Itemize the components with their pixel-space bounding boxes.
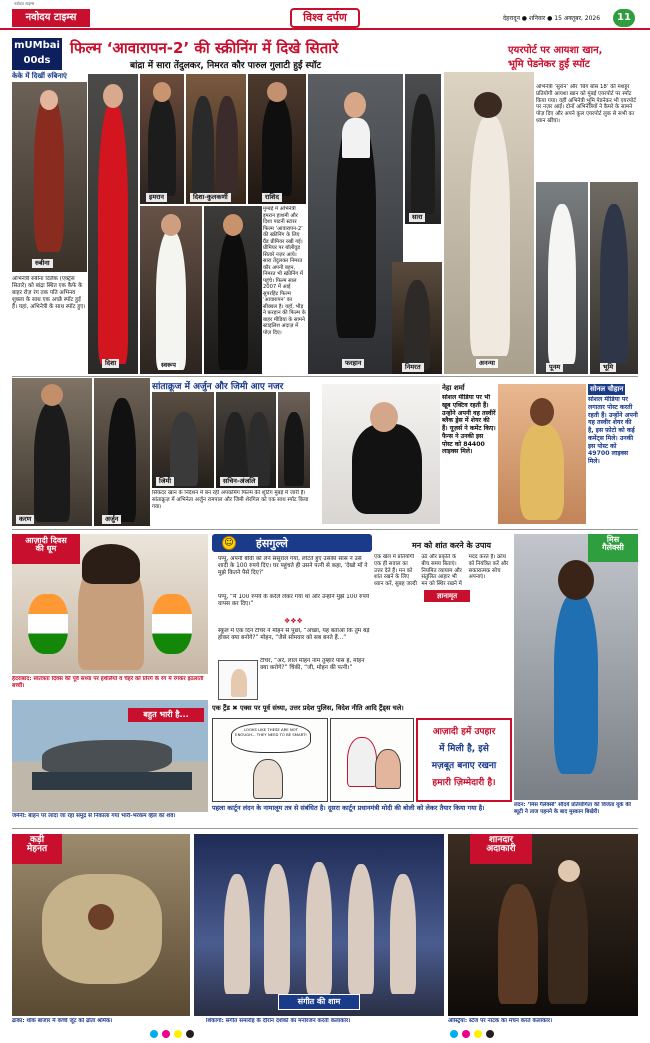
label-disha2: दिशा	[102, 359, 119, 368]
santacruz-headline	[152, 379, 283, 392]
mumbai-logo-top: mUMbai	[14, 40, 60, 51]
joke-2: पप्पू, “मैं 100 रुपये के करेले लेकर गया था और उन्होंने मुझे 100 रुपये वापस कर दिए।”	[218, 594, 370, 608]
cartoon-headline: एक ट्रैंड ✖ एक्स पर पूर्व संध्या, उत्तर प्रदेश पुलिस, विदेश नीति आदि ट्रैंड्स चले।	[212, 704, 404, 712]
photo-karan	[12, 378, 92, 526]
photo-man-black	[204, 206, 262, 374]
photo-red-dress	[88, 74, 138, 374]
photo-ayesha	[444, 72, 534, 374]
label-jimmy: जिमी	[156, 477, 174, 486]
sangeet-tag: संगीत की शाम	[278, 994, 360, 1010]
sonal-text: सोशल मीडिया पर लगातार पोस्ट करती रहती हैं। उन्होंने अपनी यह तस्वीर शेयर की है, इस फ़ोटो को कई कमेंट्स मिले। उनकी इस पोस्ट को 49700 लाइक्स मिले।	[588, 396, 638, 465]
label-swara: स्वरूप	[158, 361, 179, 370]
kareena-label: केके में दिखीं रुबिनाएं	[12, 72, 67, 80]
truck-shape	[32, 772, 192, 790]
label-arjun: अर्जुन	[102, 515, 121, 524]
santacruz-headline-text: सांताक्रूज में अर्जुन और जिमी आए नजर	[152, 382, 284, 392]
kadi-caption: ढाका: थोक बाजार में कच्चे जूट को ढोता श्रमिक।	[12, 1018, 113, 1024]
section-title	[290, 8, 360, 28]
label-ananya: अनन्या	[476, 359, 498, 368]
kadi-tag-1: कड़ी	[29, 835, 45, 845]
mumbai-logo	[12, 38, 62, 70]
label-sachin: सचिन-अंजलि	[220, 477, 258, 486]
label-nimrat: निमरत	[402, 363, 424, 372]
photo-arjun	[94, 378, 150, 526]
cartoon-bubble	[231, 723, 311, 753]
mumbai-subheadline: बांद्रा में सारा तेंदुलकर, निमरत कौर पारुल गुलाटी हुईं स्पॉट	[130, 61, 322, 71]
mind-title: मन को शांत करने के उपाय	[412, 541, 492, 550]
photo-sonal	[498, 384, 586, 524]
azadi-tag-2: की धूम	[35, 544, 57, 554]
quote-line-3: मज़बूत बनाए रखना	[431, 761, 497, 771]
azadi-tag-1: आज़ादी दिवस	[25, 536, 67, 545]
joke-4: टीचर, “अरे, लाल मोहन नाम तुम्हारे पास है, मोहन क्या करोगे?” चिंकी, “जी, मोहन की पत्नी।”	[260, 658, 365, 672]
mind-text: एक खेल में प्रतियोगी एक ही सवाल का उत्तर देते हैं। मन को शांत रखने के लिए ध्यान करें, सुबह जल्दी उठें और प्रकृति के बीच समय बिताएं। नियमित व्यायाम और संतुलित आहार भी मन को स्थिर रखने में मदद करते हैं। क्रोध को नियंत्रित करें और सकारात्मक सोच अपनाएं।	[374, 554, 509, 587]
airport-headline-1: एयरपोर्ट पर आयशा खान,	[508, 45, 603, 56]
miss-tag-2: गैलेक्सी	[602, 543, 624, 553]
airport-text: अभिनेत्री ‘सुरान’ और ‘बिग बॉस 18’ की मशहूर प्रतियोगी आयशा खान को मुंबई एयरपोर्ट पर स्पॉट किया गया। वहीं अभिनेत्री भूमि पेडनेकर भी एयरपोर्ट पर नज़र आईं। दोनों अभिनेत्रियों ने कैमरे के सामने पोज़ दिए और अपने कूल एयरपोर्ट लुक से सभी का ध्यान खींचा।	[536, 84, 636, 124]
reg-mark-yellow-2	[474, 1030, 482, 1038]
quote-line-2: में मिली है, इसे	[439, 744, 489, 754]
flag-palm-left	[28, 594, 68, 654]
brand-text: नवोदय टाइम्स	[25, 12, 77, 23]
divider-1	[12, 376, 638, 377]
reg-mark-black-2	[486, 1030, 494, 1038]
divider-3	[12, 828, 638, 829]
photo-nimrat	[392, 262, 442, 374]
photo-disha	[186, 74, 246, 204]
cartoon-1	[212, 718, 328, 802]
neha-name: नेहा शर्मा	[442, 384, 465, 392]
label-farhan: फरहान	[342, 359, 364, 368]
hansgulle-banner	[212, 534, 372, 552]
photo-bhumi	[590, 182, 638, 374]
sangeet-caption: शिकागो: संगीत समारोह के दौरान दर्शकों का मनोरंजन करतीं कलाकार।	[206, 1018, 351, 1024]
label-bhumi: भूमि	[600, 363, 616, 372]
page-number	[613, 9, 635, 27]
shandar-caption: ऑस्ट्रिया: स्टेज पर नाटक का मंचन करते कलाकार।	[448, 1018, 553, 1024]
photo-rashid	[248, 74, 306, 204]
hansgulle-title: हंसगुल्ले	[256, 537, 288, 550]
photo-sara-big	[308, 74, 403, 374]
shandar-tag-1: शानदार	[488, 835, 514, 845]
masthead-tiny-label: नवोदय टाइम्स	[14, 1, 35, 6]
cartoon-bubble-text: LOOKS LIKE THESE ARE NOT ENOUGH... THEY NEED TO BE SMART!	[235, 727, 307, 737]
kadi-tag	[12, 834, 62, 864]
photo-sachin	[216, 392, 276, 488]
page-number-text: 11	[617, 12, 631, 23]
reg-mark-black	[186, 1030, 194, 1038]
kadi-tag-2: मेहनत	[26, 844, 48, 855]
photo-jimmy	[152, 392, 214, 488]
label-sara: सारा	[409, 213, 425, 222]
laugh-icon: ☺	[222, 536, 236, 550]
joke-cartoon	[218, 660, 258, 700]
airport-headline-2: भूमि पेडनेकर हुईं स्पॉट	[508, 59, 590, 70]
joke-separator: ❖❖❖	[284, 617, 303, 625]
reg-mark-magenta-2	[462, 1030, 470, 1038]
cartoon-2	[330, 718, 414, 802]
mumbai-headline: फिल्म ‘आवारापन-2’ की स्क्रीनिंग में दिखे सितारे	[70, 39, 339, 57]
miss-tag	[588, 534, 638, 562]
photo-arjun-ram	[278, 392, 310, 488]
reg-mark-cyan-2	[450, 1030, 458, 1038]
photo-sangeet	[194, 834, 444, 1016]
masthead-brand	[12, 9, 90, 27]
shandar-tag	[470, 834, 532, 864]
photo-neha	[322, 384, 440, 524]
photo-rubina	[12, 82, 87, 272]
issue-date: देहरादून ● शनिवार ● 15 अक्तूबर, 2026	[503, 15, 601, 22]
screening-text: मुम्बई में अभिनेत्री इमरान हाशमी और दिशा पाटनी स्टारर फिल्म ‘आवारापन-2’ की स्क्रीनिंग के लिए ग्रैंड प्रीमियर रखी गई। प्रीमियर पर बॉलीवुड सितारे नज़र आये। सारा तेंदुलकर निमरत कौर अपनी बहन, निमरत भी स्क्रीनिंग में पहुंचे। फिल्म साल 2007 में आई सुपरहिट फिल्म ‘आवारापन’ का सीक्वल है। यहाँ, भीड़ ने फ़रहान की फिल्म के बाहर मीडिया के सामने स्टाइलिश अंदाज़ में पोज़ दिए।	[263, 206, 306, 336]
santacruz-text: सिकंदर खान के निर्देशन में बन रही अपकमिंग फिल्म की शूटिंग मुंबई में जारी है। सांताक्रूज़ में अभिनेता अर्जुन रामपाल और जिमी शेरगिल को एक साथ स्पॉट किया गया।	[152, 490, 309, 510]
section-title-text: विश्व दर्पण	[303, 11, 347, 24]
photo-woman-white	[140, 206, 202, 374]
label-disha: दिशा-कुलकर्णी	[190, 193, 231, 202]
photo-imran	[140, 74, 184, 204]
label-rashid: राशिद	[262, 193, 282, 202]
whale-tag: बहुत भारी है...	[128, 708, 204, 722]
shandar-tag-2: अदाकारी	[486, 844, 516, 855]
mumbai-logo-bottom: 00ds	[23, 55, 51, 66]
joke-3: स्कूल में एक दिन टीचर ने मोहन से पूछा, “अच्छा, यह बताओ कि तुम बड़े होकर क्या बनोगे?” मोहन, “जैसे सोमवार को सब बनते हैं...”	[218, 628, 370, 642]
label-poonam: पूनम	[546, 363, 563, 372]
reg-mark-yellow	[174, 1030, 182, 1038]
photo-sara-top	[405, 74, 441, 224]
quote-line-4: हमारी ज़िम्मेदारी है।	[432, 778, 496, 788]
mind-subtitle: ज्ञानामृत	[424, 590, 470, 602]
miss-caption: लंदन: ‘मिस गैलेक्सी’ सौंदर्य प्रतियोगिता की विजेता यूके की ब्यूटी ने ताज पहनने के बाद मुस्कान बिखेरी।	[514, 802, 631, 815]
photo-poonam	[536, 182, 588, 374]
joke-1: पप्पू, अपनी बीवी को लेने ससुराल गया, लौटते हुए उसकी सास ने उसे शादी के 100 रुपये दिए। घर पहुंचते ही उसने पत्नी से कहा, ‘देखो माँ ने मुझे कितने पैसे दिए?’	[218, 556, 368, 577]
label-rubina: रुबीना	[32, 259, 53, 268]
cartoon-caption: पहला कार्टून लंदन के नामालूम तत्र से संबंधित है। दूसरा कार्टून प्रधानमंत्री मोदी की बोली को लेकर तैयार किया गया है।	[212, 804, 485, 812]
azadi-caption: हैदराबाद: स्वतंत्रता दिवस की पूर्व संध्या पर हथेलियों व चेहरे को तिरंगे के रंग में रंगकर इठलाती बच्ची।	[12, 676, 204, 689]
rubina-caption: अभिनेत्री रुबीना दिलैक (एक्ट्रेस सितारे) को बांद्रा स्थित एक कैफे के बाहर रोज़ रंग तक पति अभिनव शुक्ला के साथ एक अच्छे स्पॉट हुई हैं। यहां, अभिनेत्री के साथ स्पॉट हुए।	[12, 276, 86, 310]
miss-tag-1: मिस	[606, 535, 620, 544]
neha-text: सोशल मीडिया पर भी खूब एक्टिव रहती हैं। उन्होंने अपनी वह तस्वीरें ब्लैक ड्रेस में शेयर की हैं। यूज़र्स ने कमेंट किए। फैन्स ने उनकी इस पोस्ट को 84400 लाइक्स मिले।	[442, 394, 496, 456]
whale-caption: जर्मनी: बाहन पर लादा जा रहा समुद्र से निकाला गया भारी-भरकम व्हेल का शव।	[12, 813, 176, 819]
sonal-name: सोनल चौहान	[590, 385, 624, 393]
photo-miss-galaxy	[514, 534, 638, 800]
quote-line-1: आज़ादी हमें उपहार	[432, 727, 496, 737]
label-imran: इमरान	[146, 193, 167, 202]
label-karan: करण	[16, 515, 34, 524]
azadi-tag	[12, 534, 80, 564]
reg-mark-magenta	[162, 1030, 170, 1038]
quote-box	[416, 718, 512, 802]
divider-2	[12, 529, 638, 530]
flag-palm-right	[152, 594, 192, 654]
reg-mark-cyan	[150, 1030, 158, 1038]
